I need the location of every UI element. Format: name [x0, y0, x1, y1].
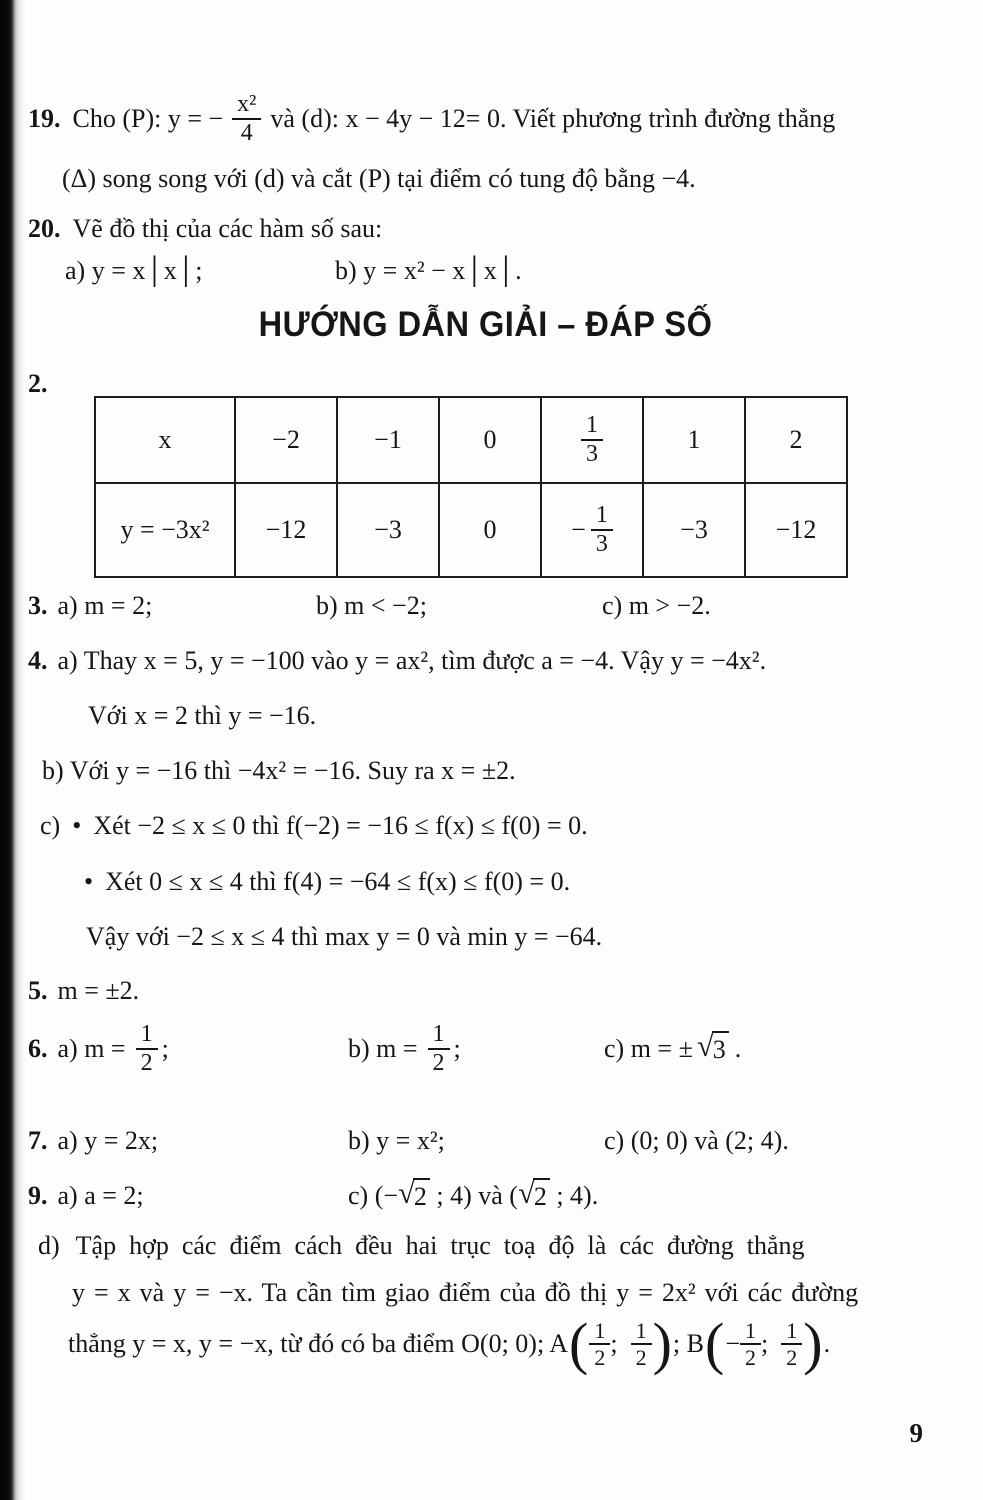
page-binding-shadow [0, 0, 26, 1500]
solution-4a-line2: Với x = 2 thì y = −16. [88, 701, 317, 730]
radicand: 3 [712, 1031, 729, 1067]
sqrt-3 [697, 1031, 729, 1067]
radical-icon: √ [696, 1029, 714, 1064]
solution-2-number: 2. [28, 369, 48, 398]
answer-text: a) y = 2x; [57, 1126, 159, 1155]
fraction-denominator: 2 [745, 1345, 756, 1371]
problem-19-text-post: và (d): x − 4y − 12= 0. Viết phương trình đường thẳng [270, 103, 836, 133]
left-paren: ( [705, 1311, 725, 1377]
table-cell: x [95, 397, 235, 483]
solution-number: 3. [28, 591, 48, 620]
fraction-numerator: 1 [581, 413, 603, 441]
solution-6c [604, 1022, 933, 1076]
solution-d-line2: y = x và y = −x. Ta cần tìm giao điểm của đồ thị y = 2x² với các đường [72, 1277, 859, 1307]
value-table [94, 396, 848, 578]
solution-9a [28, 1178, 348, 1214]
solution-4c-bullet1 [40, 810, 588, 843]
minus-sign: − [725, 1328, 740, 1358]
solution-number: 4. [28, 646, 48, 675]
fraction-denominator: 2 [635, 1345, 647, 1371]
table-cell: −2 [235, 397, 337, 483]
sqrt-2 [518, 1178, 550, 1214]
separator: ; [761, 1328, 782, 1358]
fraction-one-half [589, 1319, 610, 1369]
solution-number: 5. [28, 976, 48, 1005]
punctuation: ; [161, 1033, 169, 1063]
solution-3 [28, 590, 933, 623]
solution-7 [28, 1125, 933, 1158]
punctuation: . [734, 1033, 742, 1063]
solution-number: 6. [28, 1033, 48, 1063]
fraction-numerator: 1 [781, 1319, 802, 1345]
punctuation: . [823, 1328, 831, 1358]
fraction-one-half [781, 1319, 802, 1369]
solution-5 [28, 975, 139, 1008]
problem-number: 19. [28, 103, 61, 133]
fraction-denominator: 2 [432, 1050, 445, 1077]
answer-text: Xét 0 ≤ x ≤ 4 thì f(4) = −64 ≤ f(x) ≤ f(0) = 0. [105, 867, 571, 896]
right-paren: ) [652, 1311, 672, 1377]
fraction-one-half [740, 1319, 761, 1369]
answer-text: ; 4). [549, 1180, 599, 1210]
solution-3a [28, 590, 316, 623]
table-cell: −12 [235, 483, 337, 577]
table-cell: 2 [745, 397, 847, 483]
answer-text: Tập hợp các điểm cách đều hai trục toạ độ là các đường thẳng [75, 1231, 805, 1260]
answer-text: m = ±2. [57, 976, 140, 1005]
table-cell: y = −3x² [95, 483, 235, 577]
problem-20-parts [65, 255, 925, 288]
solution-6 [28, 1022, 933, 1076]
answer-text: ; B [672, 1328, 704, 1358]
table-row-x [95, 397, 847, 483]
fraction-denominator: 4 [240, 120, 253, 147]
minus-sign: − [571, 514, 586, 544]
solution-number: 7. [28, 1126, 48, 1155]
fraction-denominator: 3 [595, 531, 608, 557]
fraction-numerator: 1 [740, 1319, 761, 1345]
problem-20b: b) y = x² − x│x│. [335, 256, 522, 285]
solution-3c: c) m > −2. [602, 591, 711, 620]
table-cell-fraction [541, 483, 643, 577]
answer-text: Xét −2 ≤ x ≤ 0 thì f(−2) = −16 ≤ f(x) ≤ f(0) = 0. [93, 811, 588, 840]
fraction-numerator: 1 [631, 1319, 652, 1345]
radical-icon: √ [517, 1176, 535, 1210]
problem-19-line2: (Δ) song song với (d) và cắt (P) tại điểm có tung độ bằng −4. [62, 164, 696, 193]
solution-4b: b) Với y = −16 thì −4x² = −16. Suy ra x = ±2. [42, 756, 516, 785]
solution-7c: c) (0; 0) và (2; 4). [604, 1126, 789, 1155]
answer-text: a) m = [57, 1033, 126, 1063]
solution-7b: b) y = x²; [348, 1126, 445, 1155]
answer-text: thẳng y = x, y = −x, từ đó có ba điểm O(0; 0); A [68, 1328, 569, 1358]
answer-text: b) m = [348, 1033, 418, 1063]
problem-20 [28, 213, 382, 246]
separator: ; [610, 1328, 631, 1358]
fraction-denominator: 3 [586, 441, 598, 467]
fraction-denominator: 2 [594, 1345, 606, 1371]
bullet-icon: • [72, 811, 82, 840]
table-cell: −3 [643, 483, 745, 577]
part-label: d) [38, 1231, 60, 1260]
fraction-one-half [428, 1022, 450, 1076]
solution-9c [348, 1178, 933, 1214]
fraction-numerator: x² [232, 92, 261, 120]
radicand: 2 [533, 1178, 550, 1214]
solution-4a [28, 645, 766, 678]
radicand: 2 [413, 1178, 430, 1214]
answer-text: a) m = 2; [57, 591, 153, 620]
solutions-heading: HƯỚNG DẪN GIẢI – ĐÁP SỐ [258, 305, 713, 344]
solution-7a [28, 1125, 348, 1158]
fraction-numerator: 1 [428, 1022, 450, 1050]
radical-icon: √ [398, 1176, 415, 1210]
problem-20a: a) y = x│x│; [65, 256, 203, 285]
problem-19-text-pre: Cho (P): y = − [72, 103, 224, 133]
answer-text: ; 4) và ( [429, 1180, 518, 1210]
solution-d-line3 [68, 1311, 938, 1377]
table-cell: −1 [337, 397, 439, 483]
table-cell: 0 [439, 397, 541, 483]
fraction-numerator: 1 [589, 1319, 610, 1345]
table-cell: −12 [745, 483, 847, 577]
fraction [591, 503, 613, 557]
answer-text: a) Thay x = 5, y = −100 vào y = ax², tìm được a = −4. Vậy y = −4x². [57, 646, 767, 675]
table-row-y [95, 483, 847, 577]
solution-3b: b) m < −2; [316, 591, 427, 620]
punctuation: ; [453, 1033, 461, 1063]
fraction-denominator: 2 [786, 1345, 798, 1371]
solution-6a [28, 1022, 348, 1076]
left-paren: ( [569, 1311, 589, 1377]
fraction-x2-over-4 [232, 92, 261, 146]
fraction-numerator: 1 [591, 503, 613, 531]
solution-4c-conclusion: Vậy với −2 ≤ x ≤ 4 thì max y = 0 và min y = −64. [86, 922, 603, 951]
fraction-denominator: 2 [140, 1050, 153, 1077]
fraction-neg-one-third [571, 503, 613, 557]
table-cell: 1 [643, 397, 745, 483]
answer-text: c) (− [348, 1180, 399, 1210]
sqrt-2 [398, 1178, 430, 1214]
solution-d-line1 [38, 1230, 938, 1263]
solution-number: 9. [28, 1180, 48, 1210]
table-cell: 0 [439, 483, 541, 577]
solution-9 [28, 1178, 933, 1214]
fraction-one-third [581, 413, 603, 467]
part-label: c) [40, 811, 61, 840]
page-number: 9 [909, 1418, 923, 1448]
solution-4c-bullet2 [84, 866, 570, 899]
table-cell-fraction [541, 397, 643, 483]
table-cell: −3 [337, 483, 439, 577]
problem-20-text: Vẽ đồ thị của các hàm số sau: [72, 214, 383, 243]
answer-text: c) m = ± [604, 1033, 693, 1063]
solution-d [38, 1230, 938, 1377]
bullet-icon: • [84, 867, 94, 896]
fraction-numerator: 1 [136, 1022, 158, 1050]
answer-text: a) a = 2; [57, 1180, 144, 1210]
fraction-one-half [631, 1319, 652, 1369]
solution-6b [348, 1022, 604, 1076]
fraction-one-half [136, 1022, 158, 1076]
right-paren: ) [803, 1311, 823, 1377]
problem-19-line1 [28, 92, 835, 146]
problem-number: 20. [28, 214, 61, 243]
